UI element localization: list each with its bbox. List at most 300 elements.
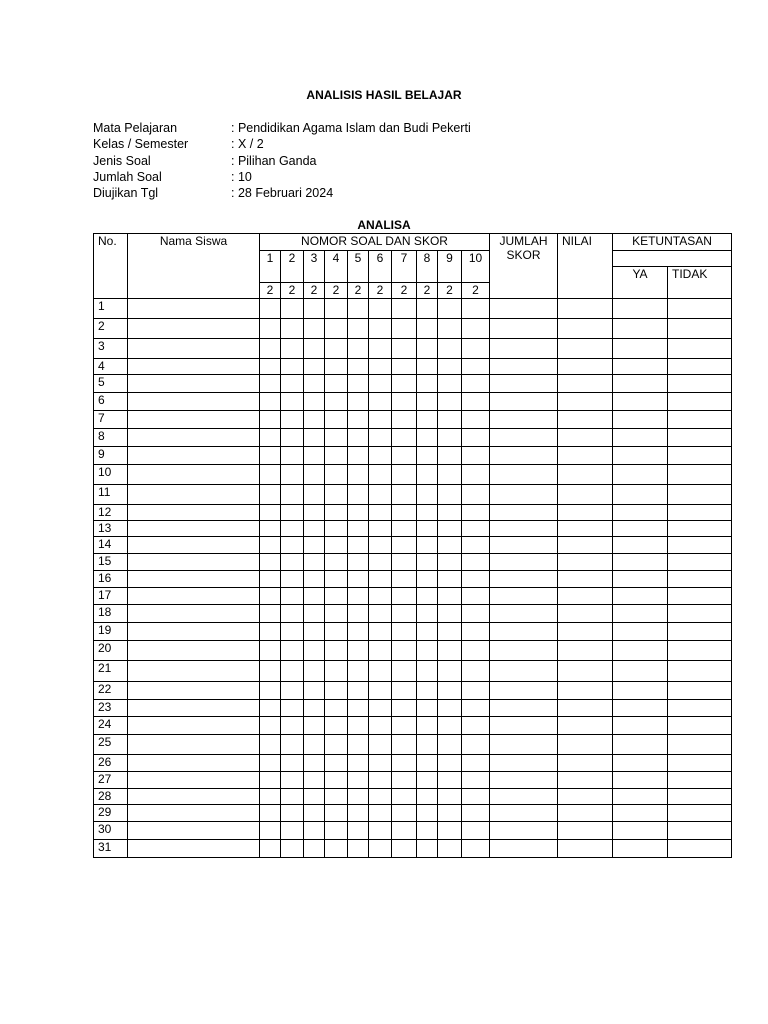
score-cell [613,682,668,700]
score-cell [438,393,462,411]
student-name-cell [128,521,260,537]
score-cell [558,359,613,375]
score-cell [558,641,613,661]
score-cell [417,822,438,840]
table-row [94,588,732,605]
score-cell [325,429,348,447]
score-cell [668,359,732,375]
score-cell [462,840,490,858]
score-cell [281,682,304,700]
score-cell [613,505,668,521]
table-row [94,682,732,700]
score-cell [558,447,613,465]
score-cell [668,319,732,339]
score-cell [304,700,325,717]
score-cell [348,755,369,772]
score-cell [392,429,417,447]
score-cell [462,465,490,485]
score-cell [348,465,369,485]
info-label: Mata Pelajaran [93,121,178,135]
score-cell [462,755,490,772]
score-cell [281,700,304,717]
score-cell [558,339,613,359]
question-number: 5 [348,251,369,283]
score-cell [325,485,348,505]
table-row [94,505,732,521]
score-cell [260,571,281,588]
score-cell [260,755,281,772]
score-cell [558,717,613,735]
analysis-table [93,233,732,858]
question-number: 8 [417,251,438,283]
score-cell [260,682,281,700]
score-cell [304,772,325,789]
score-cell [417,682,438,700]
score-cell [369,571,392,588]
score-cell [304,822,325,840]
table-row [94,447,732,465]
score-cell [668,588,732,605]
score-cell [369,682,392,700]
score-cell [281,623,304,641]
info-label: Kelas / Semester [93,137,189,152]
score-cell [304,571,325,588]
table-row [94,755,732,772]
question-number: 10 [462,251,490,283]
score-cell [613,700,668,717]
table-row [94,521,732,537]
score-cell [392,588,417,605]
table-row [94,772,732,789]
score-cell [462,319,490,339]
score-cell [281,393,304,411]
score-cell [668,623,732,641]
score-cell [348,605,369,623]
score-cell [558,789,613,805]
row-number: 9 [94,447,128,465]
score-cell [392,485,417,505]
score-cell [369,299,392,319]
score-cell [348,682,369,700]
question-score: 2 [281,283,304,299]
score-cell [348,447,369,465]
score-cell [348,339,369,359]
score-cell [417,521,438,537]
score-cell [417,571,438,588]
score-cell [281,588,304,605]
student-name-cell [128,661,260,682]
table-row [94,375,732,393]
score-cell [260,485,281,505]
score-cell [462,623,490,641]
score-cell [392,605,417,623]
score-cell [462,772,490,789]
score-cell [392,772,417,789]
score-cell [490,682,558,700]
score-cell [348,571,369,588]
score-cell [613,299,668,319]
score-cell [490,805,558,822]
score-cell [462,700,490,717]
score-cell [558,700,613,717]
score-cell [369,447,392,465]
score-cell [348,641,369,661]
score-cell [490,840,558,858]
score-cell [668,465,732,485]
score-cell [490,789,558,805]
score-cell [417,623,438,641]
score-cell [392,682,417,700]
student-name-cell [128,537,260,554]
score-cell [348,805,369,822]
score-cell [417,505,438,521]
score-cell [668,717,732,735]
document-title: ANALISIS HASIL BELAJAR [306,88,462,102]
table-row [94,623,732,641]
score-cell [325,339,348,359]
info-block [93,120,471,201]
score-cell [490,375,558,393]
score-cell [260,429,281,447]
score-cell [325,299,348,319]
score-cell [462,735,490,755]
score-cell [417,411,438,429]
info-row [93,185,471,201]
score-cell [369,537,392,554]
score-cell [281,735,304,755]
score-cell [392,661,417,682]
score-cell [369,605,392,623]
score-cell [438,485,462,505]
score-cell [369,359,392,375]
score-cell [348,700,369,717]
score-cell [613,339,668,359]
score-cell [613,375,668,393]
table-row [94,789,732,805]
score-cell [392,537,417,554]
score-cell [490,605,558,623]
score-cell [438,588,462,605]
row-number: 24 [94,717,128,735]
row-number: 27 [94,772,128,789]
score-cell [668,299,732,319]
score-cell [260,359,281,375]
score-cell [304,623,325,641]
score-cell [369,465,392,485]
score-cell [438,682,462,700]
info-value: : 28 Februari 2024 [231,186,334,201]
score-cell [325,537,348,554]
score-cell [281,319,304,339]
score-cell [325,447,348,465]
score-cell [490,554,558,571]
score-cell [304,339,325,359]
score-cell [392,700,417,717]
score-cell [348,299,369,319]
header-tidak: TIDAK [668,267,732,299]
score-cell [668,772,732,789]
score-cell [462,375,490,393]
header-nama-siswa: Nama Siswa [128,234,260,299]
table-row [94,571,732,588]
row-number: 29 [94,805,128,822]
score-cell [348,623,369,641]
student-name-cell [128,393,260,411]
score-cell [369,755,392,772]
score-cell [417,641,438,661]
score-cell [392,505,417,521]
score-cell [490,588,558,605]
score-cell [348,393,369,411]
score-cell [417,840,438,858]
row-number: 11 [94,485,128,505]
table-row [94,605,732,623]
score-cell [558,755,613,772]
student-name-cell [128,485,260,505]
score-cell [438,755,462,772]
score-cell [558,840,613,858]
score-cell [558,393,613,411]
score-cell [490,339,558,359]
score-cell [668,822,732,840]
score-cell [438,521,462,537]
score-cell [558,375,613,393]
score-cell [304,735,325,755]
score-cell [462,505,490,521]
score-cell [438,822,462,840]
score-cell [304,521,325,537]
score-cell [325,661,348,682]
score-cell [392,717,417,735]
table-row [94,700,732,717]
student-name-cell [128,465,260,485]
score-cell [613,588,668,605]
info-label: Jenis Soal [93,153,151,168]
score-cell [281,521,304,537]
score-cell [417,429,438,447]
score-cell [392,789,417,805]
score-cell [304,359,325,375]
score-cell [417,299,438,319]
table-row [94,465,732,485]
table-row [94,641,732,661]
score-cell [490,465,558,485]
score-cell [281,485,304,505]
score-cell [392,571,417,588]
score-cell [490,393,558,411]
score-cell [348,319,369,339]
score-cell [417,805,438,822]
score-cell [417,735,438,755]
score-cell [392,805,417,822]
score-cell [438,429,462,447]
score-cell [558,429,613,447]
score-cell [613,485,668,505]
score-cell [281,411,304,429]
score-cell [304,505,325,521]
score-cell [613,554,668,571]
score-cell [325,588,348,605]
score-cell [392,755,417,772]
score-cell [304,299,325,319]
score-cell [392,299,417,319]
header-jumlah-skor: JUMLAH SKOR [490,234,558,299]
score-cell [260,299,281,319]
score-cell [462,429,490,447]
score-cell [613,623,668,641]
score-cell [369,735,392,755]
score-cell [304,485,325,505]
score-cell [369,661,392,682]
score-cell [668,682,732,700]
score-cell [613,805,668,822]
score-cell [281,505,304,521]
score-cell [490,429,558,447]
score-cell [438,772,462,789]
score-cell [281,822,304,840]
info-value: : Pilihan Ganda [231,153,317,168]
score-cell [558,571,613,588]
question-score: 2 [348,283,369,299]
score-cell [281,840,304,858]
question-number: 9 [438,251,462,283]
score-cell [304,375,325,393]
score-cell [438,605,462,623]
row-number: 2 [94,319,128,339]
score-cell [558,623,613,641]
score-cell [417,537,438,554]
score-cell [462,393,490,411]
table-row [94,805,732,822]
table-row [94,735,732,755]
score-cell [558,505,613,521]
score-cell [438,339,462,359]
score-cell [558,822,613,840]
score-cell [281,537,304,554]
table-row [94,319,732,339]
score-cell [462,805,490,822]
row-number: 16 [94,571,128,588]
score-cell [260,717,281,735]
score-cell [348,411,369,429]
student-name-cell [128,429,260,447]
score-cell [392,554,417,571]
score-cell [325,375,348,393]
score-cell [558,735,613,755]
score-cell [304,682,325,700]
student-name-cell [128,840,260,858]
score-cell [613,661,668,682]
score-cell [369,393,392,411]
table-row [94,485,732,505]
score-cell [438,571,462,588]
score-cell [260,805,281,822]
row-number: 30 [94,822,128,840]
score-cell [438,359,462,375]
score-cell [260,623,281,641]
score-cell [613,411,668,429]
score-cell [325,755,348,772]
score-cell [462,605,490,623]
score-cell [304,465,325,485]
score-cell [490,735,558,755]
score-cell [304,840,325,858]
score-cell [369,411,392,429]
question-score: 2 [438,283,462,299]
score-cell [417,717,438,735]
score-cell [668,375,732,393]
section-title: ANALISA [357,218,411,232]
score-cell [260,588,281,605]
score-cell [281,339,304,359]
score-cell [613,840,668,858]
score-cell [462,571,490,588]
row-number: 31 [94,840,128,858]
score-cell [558,772,613,789]
score-cell [668,537,732,554]
score-cell [304,805,325,822]
score-cell [260,521,281,537]
student-name-cell [128,339,260,359]
score-cell [348,554,369,571]
score-cell [490,537,558,554]
score-cell [304,661,325,682]
score-cell [325,505,348,521]
table-row [94,717,732,735]
score-cell [392,623,417,641]
table-row [94,840,732,858]
score-cell [392,465,417,485]
score-cell [668,505,732,521]
score-cell [392,375,417,393]
score-cell [348,822,369,840]
student-name-cell [128,447,260,465]
student-rows [94,299,732,858]
header-nomor-soal: NOMOR SOAL DAN SKOR [260,234,490,251]
table-row [94,299,732,319]
score-cell [668,521,732,537]
score-cell [325,789,348,805]
score-cell [417,359,438,375]
score-cell [613,319,668,339]
row-number: 19 [94,623,128,641]
score-cell [613,789,668,805]
score-cell [325,700,348,717]
score-cell [369,772,392,789]
score-cell [417,339,438,359]
score-cell [462,447,490,465]
score-cell [281,755,304,772]
score-cell [348,717,369,735]
score-cell [490,319,558,339]
question-number: 7 [392,251,417,283]
score-cell [613,641,668,661]
score-cell [325,411,348,429]
score-cell [392,521,417,537]
score-cell [668,840,732,858]
score-cell [325,641,348,661]
score-cell [668,447,732,465]
score-cell [558,485,613,505]
score-cell [304,447,325,465]
student-name-cell [128,588,260,605]
table-row [94,661,732,682]
score-cell [325,717,348,735]
score-cell [668,641,732,661]
score-cell [304,755,325,772]
score-cell [490,623,558,641]
score-cell [490,521,558,537]
